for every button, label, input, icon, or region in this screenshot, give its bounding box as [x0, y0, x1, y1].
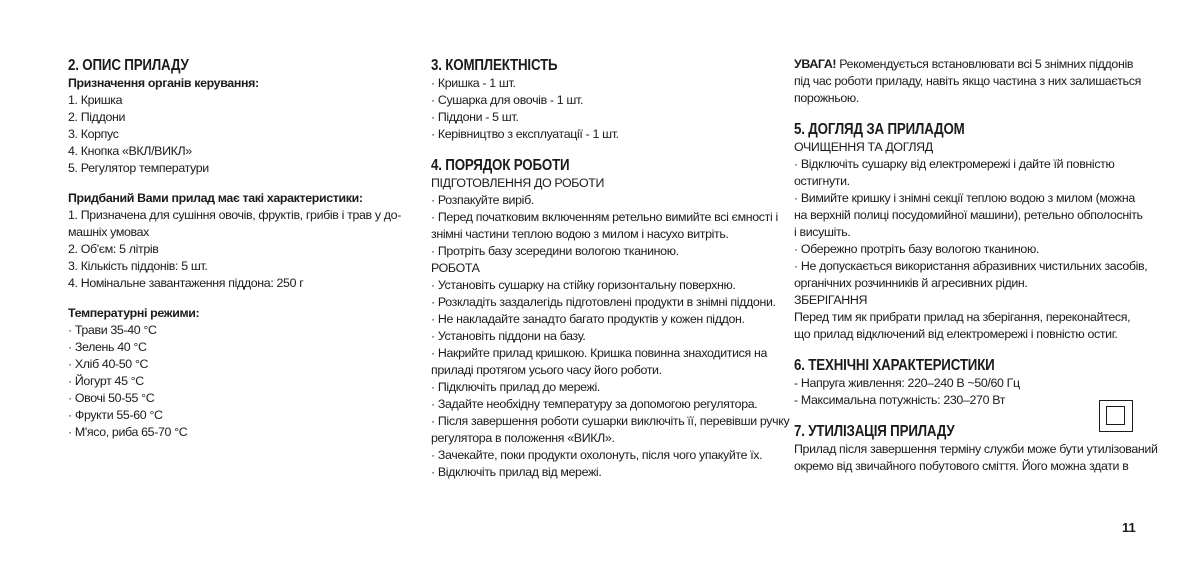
- clean-line: остигнути.: [794, 174, 850, 188]
- controls-line: 4. Кнопка «ВКЛ/ВИКЛ»: [68, 144, 192, 158]
- warning-text-2: порожньою.: [794, 91, 859, 105]
- kit-line: · Сушарка для овочів - 1 шт.: [431, 93, 584, 107]
- warning-label: УВАГА!: [794, 57, 837, 71]
- clean-line: і висушіть.: [794, 225, 851, 239]
- controls-heading: Призначення органів керування:: [68, 76, 259, 90]
- store-line: Перед тим як прибрати прилад на зберігання, переконайтеся,: [794, 310, 1131, 324]
- work-line: приладі протягом усього часу його роботи.: [431, 363, 662, 377]
- temps-list: [68, 322, 413, 441]
- clean-line: · Не допускається використання абразивних чистильних засобів,: [794, 259, 1148, 273]
- work-list: [431, 277, 790, 481]
- temps-heading: Температурні режими:: [68, 306, 200, 320]
- clean-line: органічних розчинників й агресивних рідин.: [794, 276, 1028, 290]
- clean-heading: ОЧИЩЕННЯ ТА ДОГЛЯД: [794, 140, 933, 154]
- section-title-kit: 3. КОМПЛЕКТНІСТЬ: [431, 57, 558, 74]
- section-title-utilization: 7. УТИЛІЗАЦІЯ ПРИЛАДУ: [794, 423, 955, 440]
- temps-line: · Хліб 40-50 °С: [68, 357, 149, 371]
- clean-line: · Відключіть сушарку від електромережі і дайте їй повністю: [794, 157, 1115, 171]
- controls-line: 5. Регулятор температури: [68, 161, 209, 175]
- tech-line: - Напруга живлення: 220–240 В ~50/60 Гц: [794, 376, 1020, 390]
- temps-line: · Овочі 50-55 °С: [68, 391, 155, 405]
- prep-heading: ПІДГОТОВЛЕННЯ ДО РОБОТИ: [431, 176, 605, 190]
- controls-line: 3. Корпус: [68, 127, 119, 141]
- specs-line: 1. Призначена для сушіння овочів, фруктів, грибів і трав у до-: [68, 208, 401, 222]
- double-insulation-icon: [1099, 400, 1133, 432]
- util-line: окремо від звичайного побутового сміття. Його можна здати в: [794, 459, 1129, 473]
- clean-line: · Вимийте кришку і знімні секції теплою водою з милом (можна: [794, 191, 1135, 205]
- temps-line: · М'ясо, риба 65-70 °С: [68, 425, 188, 439]
- column-kit-and-operation: [431, 56, 790, 481]
- work-line: · Не накладайте занадто багато продуктів у кожен піддон.: [431, 312, 745, 326]
- work-line: · Відключіть прилад від мережі.: [431, 465, 602, 479]
- kit-line: · Піддони - 5 шт.: [431, 110, 519, 124]
- specs-line: 2. Об'єм: 5 літрів: [68, 242, 159, 256]
- section-title-tech: 6. ТЕХНІЧНІ ХАРАКТЕРИСТИКИ: [794, 357, 995, 374]
- controls-line: 1. Кришка: [68, 93, 123, 107]
- section-title-description: 2. ОПИС ПРИЛАДУ: [68, 57, 189, 74]
- clean-line: · Обережно протріть базу вологою тканиною.: [794, 242, 1040, 256]
- temps-line: · Фрукти 55-60 °С: [68, 408, 163, 422]
- prep-line: · Розпакуйте виріб.: [431, 193, 534, 207]
- column-description: [68, 56, 413, 441]
- kit-line: · Керівництво з експлуатації - 1 шт.: [431, 127, 619, 141]
- temps-line: · Йогурт 45 °С: [68, 374, 144, 388]
- temps-line: · Трави 35-40 °С: [68, 323, 157, 337]
- store-heading: ЗБЕРІГАННЯ: [794, 293, 868, 307]
- kit-line: · Кришка - 1 шт.: [431, 76, 516, 90]
- tech-line: - Максимальна потужність: 230–270 Вт: [794, 393, 1006, 407]
- section-title-care: 5. ДОГЛЯД ЗА ПРИЛАДОМ: [794, 121, 965, 138]
- specs-line: машніх умовах: [68, 225, 150, 239]
- section-title-operation: 4. ПОРЯДОК РОБОТИ: [431, 157, 570, 174]
- page-number: 11: [1122, 520, 1136, 535]
- prep-line: знімні частини теплою водою з милом і насухо витріть.: [431, 227, 729, 241]
- work-line: · Після завершення роботи сушарки виключіть її, перевівши ручку: [431, 414, 790, 428]
- store-list: [794, 309, 1144, 343]
- tech-list: [794, 375, 1144, 409]
- controls-line: 2. Піддони: [68, 110, 126, 124]
- kit-list: [431, 75, 776, 143]
- controls-list: [68, 92, 413, 177]
- work-line: · Підключіть прилад до мережі.: [431, 380, 600, 394]
- prep-list: [431, 192, 776, 260]
- work-line: · Задайте необхідну температуру за допомогою регулятора.: [431, 397, 758, 411]
- warning-text-1: під час роботи приладу, навіть якщо частина з них залишається: [794, 74, 1141, 88]
- work-line: · Зачекайте, поки продукти охолонуть, після чого упакуйте їх.: [431, 448, 763, 462]
- specs-line: 4. Номінальне завантаження піддона: 250 г: [68, 276, 304, 290]
- work-line: регулятора в положення «ВИКЛ».: [431, 431, 615, 445]
- work-line: · Накрийте прилад кришкою. Кришка повинна знаходитися на: [431, 346, 767, 360]
- prep-line: · Протріть базу зсередини вологою тканиною.: [431, 244, 679, 258]
- double-insulation-inner-square: [1106, 406, 1125, 425]
- clean-list: [794, 156, 1148, 292]
- util-line: Прилад після завершення терміну служби може бути утилізований: [794, 442, 1158, 456]
- specs-heading: Придбаний Вами прилад має такі характеристики:: [68, 191, 363, 205]
- clean-line: на верхній полиці посудомийної машини), ретельно обполосніть: [794, 208, 1143, 222]
- warning-text-0: Рекомендується встановлювати всі 5 знімних піддонів: [836, 57, 1134, 71]
- specs-list: [68, 207, 413, 292]
- column-care-and-specs: [794, 56, 1158, 475]
- work-line: · Установіть піддони на базу.: [431, 329, 586, 343]
- util-list: [794, 441, 1158, 475]
- work-line: · Розкладіть заздалегідь підготовлені продукти в знімні піддони.: [431, 295, 776, 309]
- prep-line: · Перед початковим включенням ретельно вимийте всі ємності і: [431, 210, 778, 224]
- work-heading: РОБОТА: [431, 261, 480, 275]
- temps-line: · Зелень 40 °С: [68, 340, 147, 354]
- specs-line: 3. Кількість піддонів: 5 шт.: [68, 259, 208, 273]
- store-line: що прилад відключений від електромережі і повністю остиг.: [794, 327, 1118, 341]
- warning-line: [794, 56, 1144, 73]
- work-line: · Установіть сушарку на стійку горизонтальну поверхню.: [431, 278, 736, 292]
